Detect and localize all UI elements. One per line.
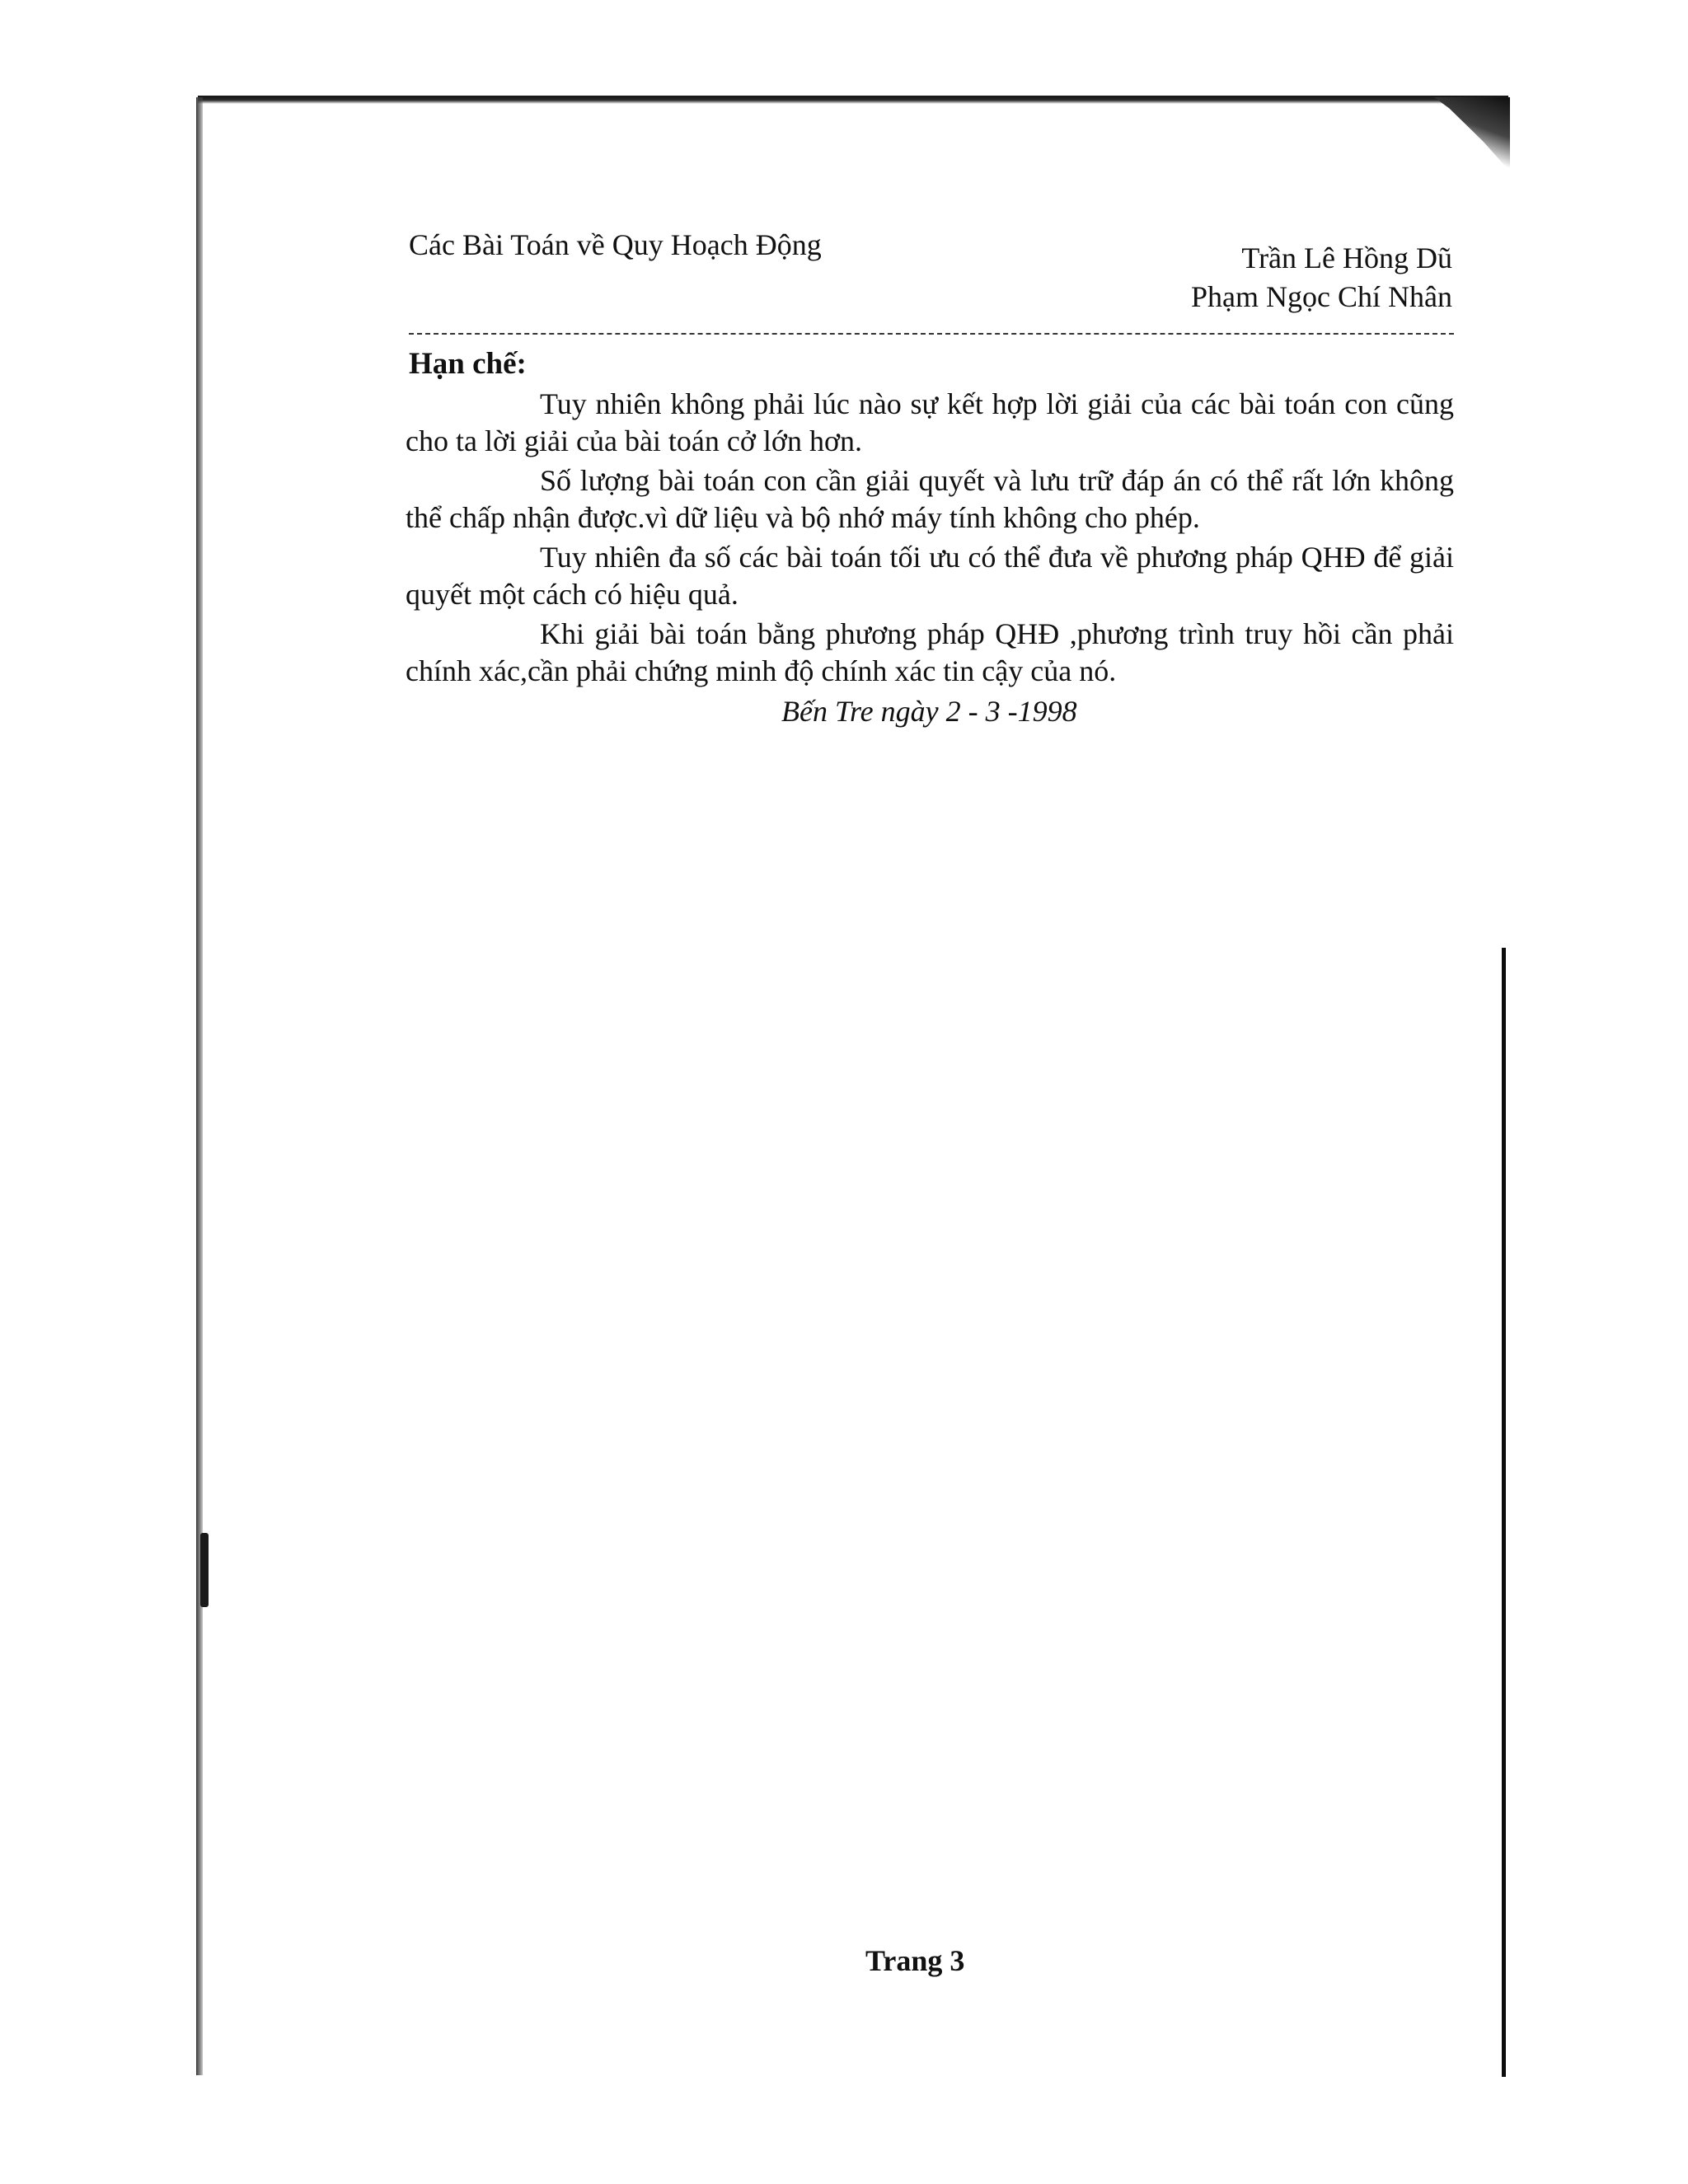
- folded-corner: [1434, 97, 1510, 171]
- body-text: [406, 386, 1454, 692]
- paragraph: Tuy nhiên đa số các bài toán tối ưu có thể đưa về phương pháp QHĐ để giải quyết một cách có hiệu quả.: [406, 541, 1454, 611]
- author-block: [1191, 239, 1452, 316]
- scan-left-mark: [200, 1533, 209, 1607]
- author-name: Trần Lê Hồng Dũ: [1241, 241, 1452, 274]
- scan-left-edge: [196, 97, 203, 2075]
- page-number: Trang 3: [865, 1944, 965, 1977]
- author-name: Phạm Ngọc Chí Nhân: [1191, 280, 1452, 313]
- paragraph: Số lượng bài toán con cần giải quyết và lưu trữ đáp án có thể rất lớn không thể chấp nhận được.vì dữ liệu và bộ nhớ máy tính không cho phép.: [406, 464, 1454, 534]
- scan-top-edge: [198, 96, 1508, 104]
- paragraph: Tuy nhiên không phải lúc nào sự kết hợp lời giải của các bài toán con cũng cho ta lời giải của bài toán cở lớn hơn.: [406, 387, 1454, 457]
- header-divider: [409, 333, 1454, 335]
- scan-right-edge: [1502, 948, 1506, 2077]
- paragraph: Khi giải bài toán bằng phương pháp QHĐ ,phương trình truy hồi cần phải chính xác,cần phải chứng minh độ chính xác tin cậy của nó.: [406, 617, 1454, 687]
- section-heading: Hạn chế:: [409, 347, 527, 381]
- place-date-line: Bến Tre ngày 2 - 3 -1998: [781, 695, 1077, 728]
- document-title: Các Bài Toán về Quy Hoạch Động: [409, 228, 822, 261]
